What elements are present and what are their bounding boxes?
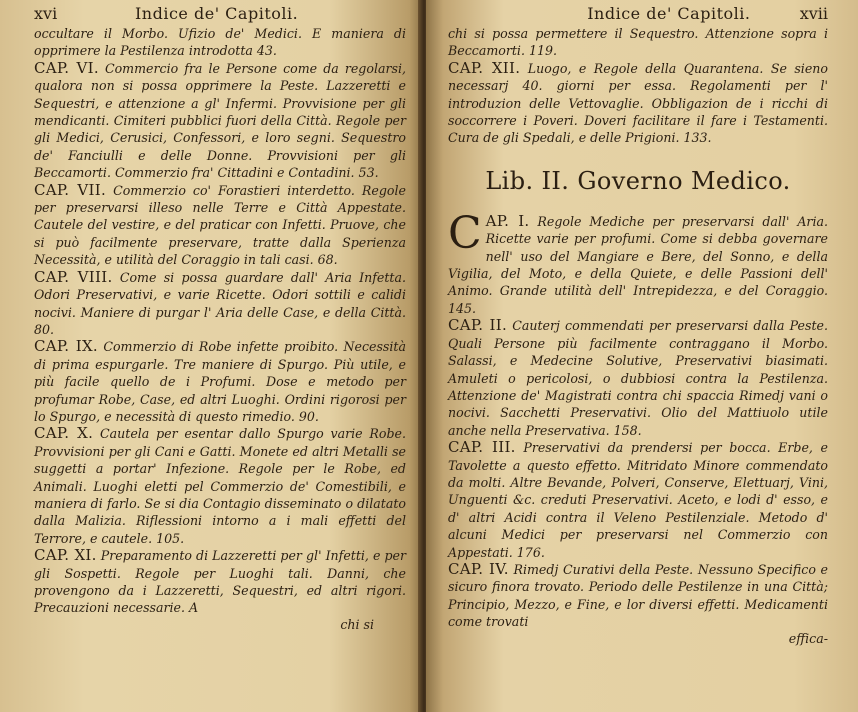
right-entry-cap-iii: [448, 439, 828, 561]
cap-label: CAP. III.: [448, 438, 516, 457]
right-entry-cap-i: [448, 207, 828, 317]
right-running-title: Indice de' Capitoli.: [587, 4, 751, 23]
left-entry-cap-ix: [34, 338, 406, 425]
left-page: [0, 0, 422, 712]
left-running-title: Indice de' Capitoli.: [134, 4, 299, 23]
left-continuation: occultare il Morbo. Ufizio de' Medici. E maniera di opprimere la Pestilenza introdotta 43.: [34, 26, 406, 59]
right-entry-cap-ii: [448, 317, 828, 439]
cap-text: Regole Mediche per preservarsi dall' Aria. Ricette varie per profumi. Come si debba governare nell' uso del Mangiare e Bere, del Sonno, e della Vigilia, del Moto, e della Quiete, e delle Passioni dell' Animo. Grande utilità dell' Intrepidezza, e del Coraggio. 145.: [448, 213, 828, 316]
right-page-number: xvii: [799, 4, 828, 23]
left-entry-cap-vi: [34, 60, 406, 182]
cap-text: Commerzio co' Forastieri interdetto. Regole per preservarsi illeso nelle Terre e Città Appestate. Cautele del vestire, e del praticar con Infetti. Pruove, che si può facilmente preservare, tratte dalla Sperienza Necessità, e utilità del Coraggio in tali casi. 68.: [34, 182, 406, 268]
cap-text: Luogo, e Regole della Quarantena. Se sieno necessarj 40. giorni per essa. Regolamenti per l' introduzion delle Vettovaglie. Obbligazion de i ricchi di soccorrere i Poveri. Doveri facilitare il fare i Testamenti. Cura de gli Spedali, e delle Prigioni. 133.: [448, 60, 828, 146]
cap-text: Cauterj commendati per preservarsi dalla Peste. Quali Persone più facilmente contraggano il Morbo. Salassi, e Medecine Solutive, Preservativi biasimati. Amuleti o pericolosi, o dubbiosi contra la Pestilenza. Attenzione de' Magistrati contra chi spaccia Rimedj vani o nocivi. Sacchetti Preservativi. Olio del Mattiuolo utile anche nella Preservativa. 158.: [448, 318, 828, 438]
cap-label: AP. I.: [485, 211, 530, 230]
cap-text: Cautela per esentar dallo Spurgo varie Robe. Provvisioni per gli Cani e Gatti. Monete ed altri Metalli se suggetti a portar' Infezione. Regole per le Robe, ed Animali. Luoghi eletti pel Commerzio de' Comestibili, e maniera di farlo. Se si dia Contagio disseminato o dilatato dalla Malizia. Riflessioni intorno a i mali effetti del Terrore, e cautele. 105.: [34, 426, 406, 546]
cap-label: CAP. IX.: [34, 337, 98, 356]
cap-text: Preservativi da prendersi per bocca. Erbe, e Tavolette a questo effetto. Mitridato Minore commendato da molti. Altre Bevande, Polveri, Conserve, Elettuarj, Vini, Unguenti &c. creduti Preservativi. Aceto, e lodi d' esso, e d' altri Acidi contra il Veleno Pestilenziale. Metodo d' alcuni Medici per preservarsi nel Commerzio con Appestati. 176.: [448, 440, 828, 560]
cap-label: CAP. IV.: [448, 559, 509, 578]
right-running-head: [448, 4, 828, 24]
cap-text: Rimedj Curativi della Peste. Nessuno Specifico e sicuro finora trovato. Periodo delle Pestilenze in una Città; Principio, Mezzo, e Fine, e lor diversi effetti. Medicamenti come trovati: [448, 561, 828, 630]
cap-text: Come si possa guardare dall' Aria Infetta. Odori Preservativi, e varie Ricette. Odori sottili e calidi nocivi. Maniere di purgar l' Aria delle Case, e della Città. 80.: [34, 269, 406, 337]
cap-label: CAP. X.: [34, 424, 94, 443]
right-catchword: effica-: [788, 630, 828, 646]
right-continuation: chi si possa permettere il Sequestro. Attenzione sopra i Beccamorti. 119.: [448, 26, 828, 59]
left-entry-cap-xi: [34, 547, 406, 617]
left-running-head: [34, 4, 406, 24]
right-page: [426, 0, 858, 712]
cap-label: CAP. II.: [448, 316, 508, 335]
left-entry-cap-vii: [34, 182, 406, 269]
left-entry-cap-viii: [34, 269, 406, 339]
left-entry-cap-x: [34, 425, 406, 547]
cap-text: Commerzio di Robe infette proibito. Necessità di prima espurgarle. Tre maniere di Spurgo. Più utile, e più facile quello de i Profumi. Dose e metodo per profumar Robe, Case, ed altri Luoghi. Ordini rigorosi per lo Spurgo, e necessità di questo rimedio. 90.: [34, 339, 406, 424]
cap-text: Commercio fra le Persone come da regolarsi, qualora non si possa opprimere la Peste. Lazzeretti e Sequestri, e attenzione a gl' Infermi. Provvisione per gli mendicanti. Cimiteri pubblici fuori della Città. Regole per gli Medici, Cerusici, Confessori, e loro segni. Sequestro de' Fanciulli e delle Donne. Provvisioni per gli Beccamorti. Commerzio fra' Cittadini e Contadini. 53.: [34, 60, 406, 181]
cap-label: CAP. VI.: [34, 58, 99, 77]
right-entry-cap-xii: [448, 60, 828, 147]
cap-label: CAP. VIII.: [34, 267, 113, 286]
cap-label: CAP. VII.: [34, 180, 107, 199]
cap-label: CAP. XII.: [448, 58, 521, 77]
cap-label: CAP. XI.: [34, 546, 97, 565]
cap-text: Preparamento di Lazzeretti per gl' Infetti, e per gli Sospetti. Regole per Luoghi tali. Danni, che provengono da i Lazzeretti, Sequestri, ed altri rigori. Precauzioni necessarie. A: [34, 548, 406, 616]
drop-cap: C: [448, 207, 482, 259]
right-entry-cap-iv: [448, 561, 828, 631]
section-title: Lib. II. Governo Medico.: [485, 166, 791, 195]
left-page-number: xvi: [34, 4, 58, 23]
left-catchword: chi si: [340, 616, 374, 632]
